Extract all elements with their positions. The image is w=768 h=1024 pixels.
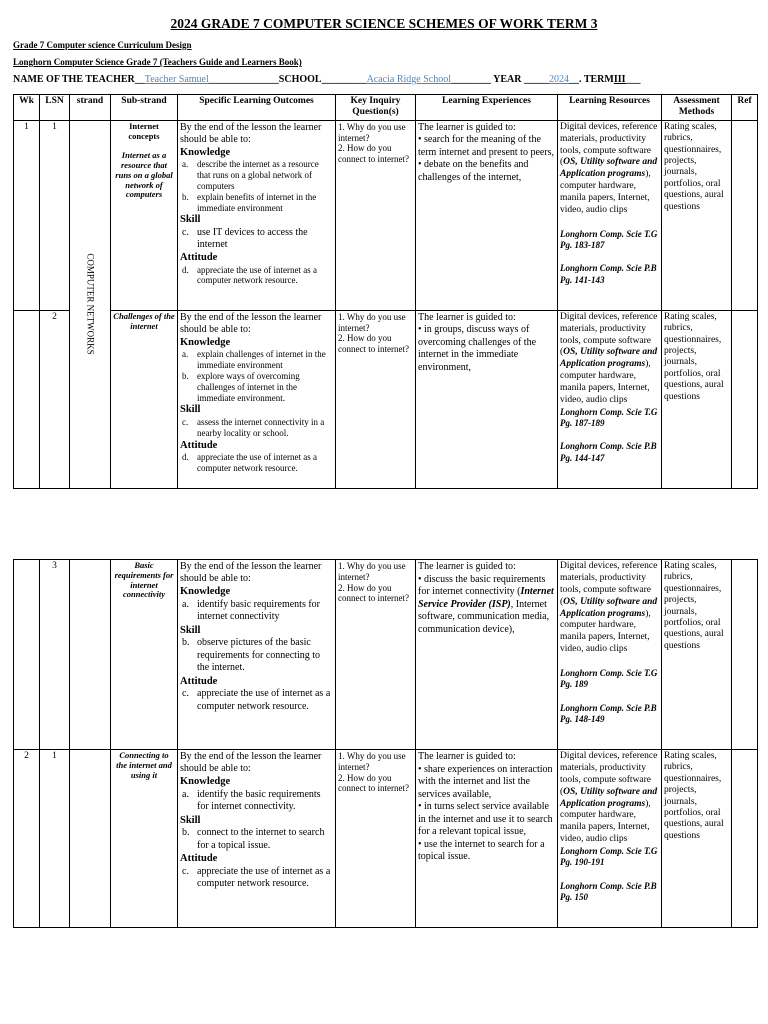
- week-cell: [14, 310, 40, 488]
- outcome-item: a. explain challenges of internet in the immediate environment: [182, 349, 326, 371]
- experience-item: • share experiences on interaction with the internet and list the services available,: [418, 763, 553, 800]
- lesson-cell: 1: [40, 120, 70, 310]
- tg-reference: Longhorn Comp. Scie T.G Pg. 189: [560, 668, 658, 690]
- experiences-intro: The learner is guided to:: [418, 751, 516, 762]
- key-inquiry-cell: [336, 750, 416, 928]
- pb-reference: Longhorn Comp. Scie P.B Pg. 141-143: [560, 263, 657, 285]
- inquiry-question: 1. Why do you use internet?: [338, 561, 406, 582]
- assessment-cell: Rating scales, rubrics, questionnaires, projects, journals, portfolios, oral questions, aural questions: [662, 310, 732, 488]
- experience-item: • use the internet to search for a topical issue.: [418, 838, 545, 862]
- attitude-heading: Attitude: [180, 853, 218, 865]
- substrand-cell: [111, 310, 178, 488]
- attitude-heading: Attitude: [180, 675, 218, 687]
- header-ref: Ref: [732, 95, 758, 121]
- key-inquiry-cell: [336, 310, 416, 488]
- lesson-cell: 1: [40, 750, 70, 928]
- tg-reference: Longhorn Comp. Scie T.G Pg. 187-189: [560, 406, 658, 429]
- pb-reference: Longhorn Comp. Scie P.B Pg. 148-149: [560, 702, 657, 724]
- outcome-item: d. appreciate the use of internet as a computer network resource.: [182, 264, 317, 286]
- document-title: 2024 GRADE 7 COMPUTER SCIENCE SCHEMES OF WORK TERM 3: [170, 16, 598, 31]
- outcome-item: b. explore ways of overcoming challenges of internet in the immediate environment.: [182, 370, 300, 403]
- outcomes-cell: [178, 750, 336, 928]
- skill-heading: Skill: [180, 404, 201, 416]
- substrand-title: Connecting to the internet and using it: [116, 750, 172, 780]
- ref-cell: [732, 120, 758, 310]
- lesson-cell: 3: [40, 560, 70, 750]
- lesson-cell: 2: [40, 310, 70, 488]
- substrand-title: Challenges of the internet: [113, 310, 175, 331]
- outcomes-cell: [178, 120, 336, 310]
- experiences-intro: The learner is guided to:: [418, 561, 516, 572]
- experiences-cell: [416, 120, 558, 310]
- outcome-item: c. appreciate the use of internet as a computer network resource.: [182, 688, 331, 712]
- substrand-cell: [111, 750, 178, 928]
- outcome-item: d. appreciate the use of internet as a computer network resource.: [182, 452, 317, 473]
- outcomes-intro: By the end of the lesson the learner should be able to:: [180, 311, 322, 335]
- experience-item: • in turns select service available in the internet and use it to search for a relevant topical issue,: [418, 801, 553, 837]
- knowledge-heading: Knowledge: [180, 586, 231, 597]
- school-name: Acacia Ridge School: [366, 74, 451, 85]
- inquiry-question: 2. How do you connect to internet?: [338, 582, 409, 604]
- outcome-item: c. use IT devices to access the internet: [182, 226, 308, 250]
- experience-item: • discuss the basic requirements for internet connectivity (Internet Service Provider (ISP), Internet software, communication media, communication device),: [418, 573, 554, 635]
- term-label: TERM: [583, 74, 614, 85]
- scheme-table-2: [13, 559, 758, 928]
- knowledge-heading: Knowledge: [180, 776, 231, 787]
- assessment-cell: Rating scales, rubrics, questionnaires, projects, journals, portfolios, oral questions, aural questions: [662, 560, 732, 750]
- experiences-cell: [416, 310, 558, 488]
- key-inquiry-cell: [336, 560, 416, 750]
- outcome-item: b. connect to the internet to search for a topical issue.: [182, 827, 325, 851]
- outcome-item: a. describe the internet as a resource that runs on a global network of computers: [182, 159, 319, 191]
- strand-name: COMPUTER NETWORKS: [85, 253, 96, 355]
- inquiry-question: 1. Why do you use internet?: [338, 311, 406, 333]
- inquiry-question: 1. Why do you use internet?: [338, 121, 406, 143]
- outcomes-cell: [178, 560, 336, 750]
- strand-cell: [70, 750, 111, 928]
- knowledge-heading: Knowledge: [180, 336, 231, 348]
- attitude-heading: Attitude: [180, 439, 218, 451]
- skill-heading: Skill: [180, 814, 201, 826]
- inquiry-question: 1. Why do you use internet?: [338, 751, 406, 772]
- table-header-row: [14, 95, 758, 121]
- week-cell: 2: [14, 750, 40, 928]
- header-experiences: Learning Experiences: [416, 95, 558, 121]
- outcomes-cell: [178, 310, 336, 488]
- strand-cell: [70, 560, 111, 750]
- header-wk: Wk: [14, 95, 40, 121]
- ref-cell: [732, 560, 758, 750]
- header-strand: strand: [70, 95, 111, 121]
- scheme-table-1: [13, 94, 758, 489]
- table-row: [14, 310, 758, 488]
- assessment-cell: Rating scales, rubrics, questionnaires, projects, journals, portfolios, oral questions, aural questions: [662, 750, 732, 928]
- outcome-item: a. identify basic requirements for internet connectivity: [182, 598, 321, 623]
- year-label: YEAR: [493, 74, 522, 85]
- substrand-cell: [111, 560, 178, 750]
- substrand-cell: [111, 120, 178, 310]
- tg-reference: Longhorn Comp. Scie T.G Pg. 190-191: [560, 846, 658, 868]
- experience-item: • debate on the benefits and challenges of the internet,: [418, 159, 529, 183]
- experiences-cell: [416, 560, 558, 750]
- header-assessment: Assessment Methods: [662, 95, 732, 121]
- outcomes-intro: By the end of the lesson the learner should be able to:: [180, 561, 322, 584]
- header-lsn: LSN: [40, 95, 70, 121]
- experience-item: • in groups, discuss ways of overcoming challenges of the internet in the immediate environment,: [418, 324, 537, 373]
- experiences-intro: The learner is guided to:: [418, 121, 516, 133]
- experiences-intro: The learner is guided to:: [418, 311, 516, 323]
- week-cell: 1: [14, 120, 40, 310]
- term-value: III: [613, 74, 626, 85]
- resources-cell: Digital devices, reference materials, productivity tools, compute software (OS, Utility software and Application programs), computer hardware, manila papers, Internet, video, audio clips Longhorn Comp. Scie T.G Pg. 190-191 Longhorn Comp. Scie P.B Pg. 150: [558, 750, 662, 928]
- strand-cell: [70, 120, 111, 488]
- school-label: SCHOOL: [278, 74, 322, 85]
- outcome-item: c. appreciate the use of internet as a computer network resource.: [182, 865, 331, 890]
- skill-heading: Skill: [180, 214, 201, 226]
- outcome-item: b. explain benefits of internet in the immediate environment: [182, 191, 317, 213]
- book-line: Longhorn Computer Science Grade 7 (Teachers Guide and Learners Book): [13, 57, 302, 67]
- outcomes-intro: By the end of the lesson the learner should be able to:: [180, 121, 322, 145]
- ref-cell: [732, 310, 758, 488]
- tg-reference: Longhorn Comp. Scie T.G Pg. 183-187: [560, 228, 658, 251]
- resources-cell: Digital devices, reference materials, productivity tools, compute software (OS, Utility software and Application programs), computer hardware, manila papers, Internet, video, audio clips Longhorn Comp. Scie T.G Pg. 189 Longhorn Comp. Scie P.B Pg. 148-149: [558, 560, 662, 750]
- table-row: [14, 750, 758, 928]
- ref-cell: [732, 750, 758, 928]
- header-substrand: Sub-strand: [111, 95, 178, 121]
- pb-reference: Longhorn Comp. Scie P.B Pg. 150: [560, 880, 657, 902]
- teacher-name: Teacher Samuel: [144, 74, 209, 85]
- substrand-title: Internet concepts: [128, 120, 160, 141]
- year-value: 2024: [548, 74, 569, 85]
- teacher-label: NAME OF THE TEACHER: [13, 74, 135, 85]
- resources-cell: Digital devices, reference materials, productivity tools, compute software (OS, Utility software and Application programs), computer hardware, manila papers, Internet, video, audio clips Longhorn Comp. Scie T.G Pg. 183-187 Longhorn Comp. Scie P.B Pg. 141-143: [558, 120, 662, 310]
- substrand-note: Internet as a resource that runs on a global network of computers: [115, 150, 173, 200]
- outcomes-intro: By the end of the lesson the learner should be able to:: [180, 751, 322, 774]
- inquiry-question: 2. How do you connect to internet?: [338, 333, 409, 355]
- experiences-cell: [416, 750, 558, 928]
- key-inquiry-cell: [336, 120, 416, 310]
- inquiry-question: 2. How do you connect to internet?: [338, 772, 409, 794]
- table-row: [14, 120, 758, 310]
- inquiry-question: 2. How do you connect to internet?: [338, 143, 409, 165]
- curriculum-line: Grade 7 Computer science Curriculum Design: [13, 40, 192, 50]
- header-resources: Learning Resources: [558, 95, 662, 121]
- attitude-heading: Attitude: [180, 251, 218, 263]
- table-row: [14, 560, 758, 750]
- header-outcomes: Specific Learning Outcomes: [178, 95, 336, 121]
- outcome-item: a. identify the basic requirements for internet connectivity.: [182, 788, 321, 813]
- outcome-item: c. assess the internet connectivity in a nearby locality or school.: [182, 416, 325, 438]
- teacher-info-line: NAME OF THE TEACHER__Teacher Samuel______________SCHOOL_________Acacia Ridge School________ YEAR _____2024__. TERMIII___: [13, 74, 641, 85]
- substrand-title: Basic requirements for internet connectivity: [114, 560, 174, 600]
- pb-reference: Longhorn Comp. Scie P.B Pg. 144-147: [560, 441, 657, 463]
- skill-heading: Skill: [180, 624, 201, 636]
- assessment-cell: Rating scales, rubrics, questionnaires, projects, journals, portfolios, oral questions, aural questions: [662, 120, 732, 310]
- experience-item: • search for the meaning of the term internet and present to peers,: [418, 134, 555, 158]
- header-key-inquiry: Key Inquiry Question(s): [336, 95, 416, 121]
- knowledge-heading: Knowledge: [180, 146, 231, 158]
- outcome-item: b. observe pictures of the basic requirements for connecting to the internet.: [182, 637, 321, 674]
- week-cell: [14, 560, 40, 750]
- resources-cell: Digital devices, reference materials, productivity tools, compute software (OS, Utility software and Application programs), computer hardware, manila papers, Internet, video, audio clips Longhorn Comp. Scie T.G Pg. 187-189 Longhorn Comp. Scie P.B Pg. 144-147: [558, 310, 662, 488]
